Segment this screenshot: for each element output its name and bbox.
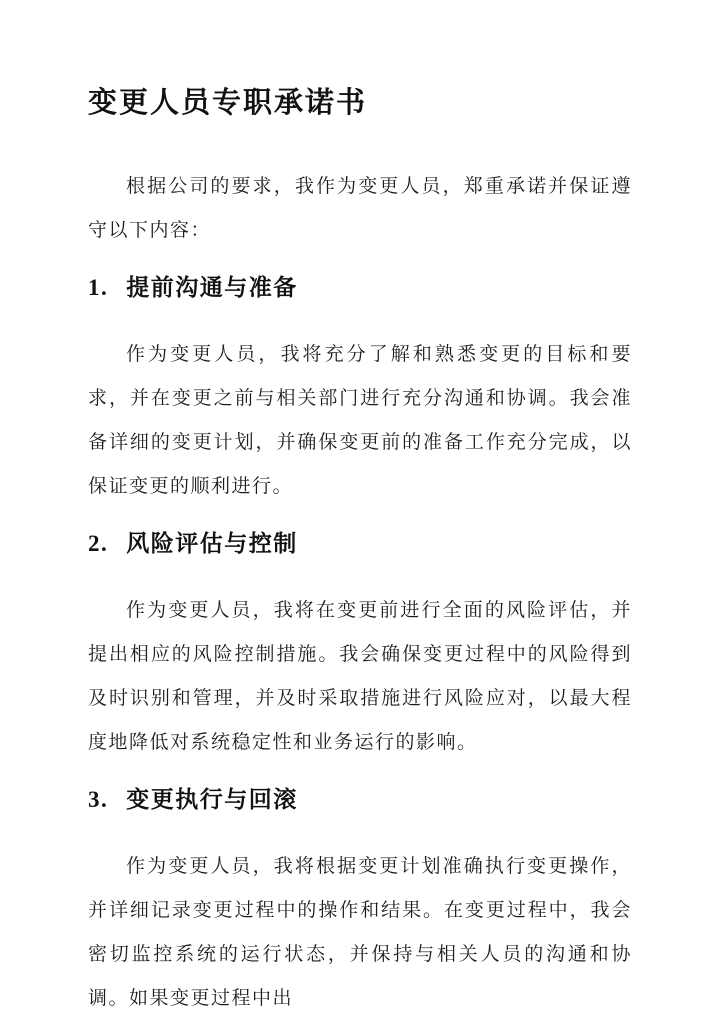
section-number: 2. [88,531,109,556]
section-heading-text: 变更执行与回滚 [126,787,298,812]
section-heading-2 [88,529,632,559]
section-number: 3. [88,787,109,812]
section-body-2: 作为变更人员，我将在变更前进行全面的风险评估，并提出相应的风险控制措施。我会确保变更过程中的风险得到及时识别和管理，并及时采取措施进行风险应对，以最大程度地降低对系统稳定性和业务运行的影响。 [88,600,632,753]
section-heading-text: 提前沟通与准备 [126,275,298,300]
section-heading-1 [88,273,632,303]
section-body-1: 作为变更人员，我将充分了解和熟悉变更的目标和要求，并在变更之前与相关部门进行充分沟通和协调。我会准备详细的变更计划，并确保变更前的准备工作充分完成，以保证变更的顺利进行。 [88,344,632,497]
section-heading-text: 风险评估与控制 [126,531,298,556]
section-body-3: 作为变更人员，我将根据变更计划准确执行变更操作，并详细记录变更过程中的操作和结果。在变更过程中，我会密切监控系统的运行状态，并保持与相关人员的沟通和协调。如果变更过程中出 [88,856,632,1009]
section-heading-3 [88,785,632,815]
section-number: 1. [88,275,109,300]
document-title: 变更人员专职承诺书 [88,87,368,119]
intro-paragraph: 根据公司的要求，我作为变更人员，郑重承诺并保证遵守以下内容： [88,176,632,241]
